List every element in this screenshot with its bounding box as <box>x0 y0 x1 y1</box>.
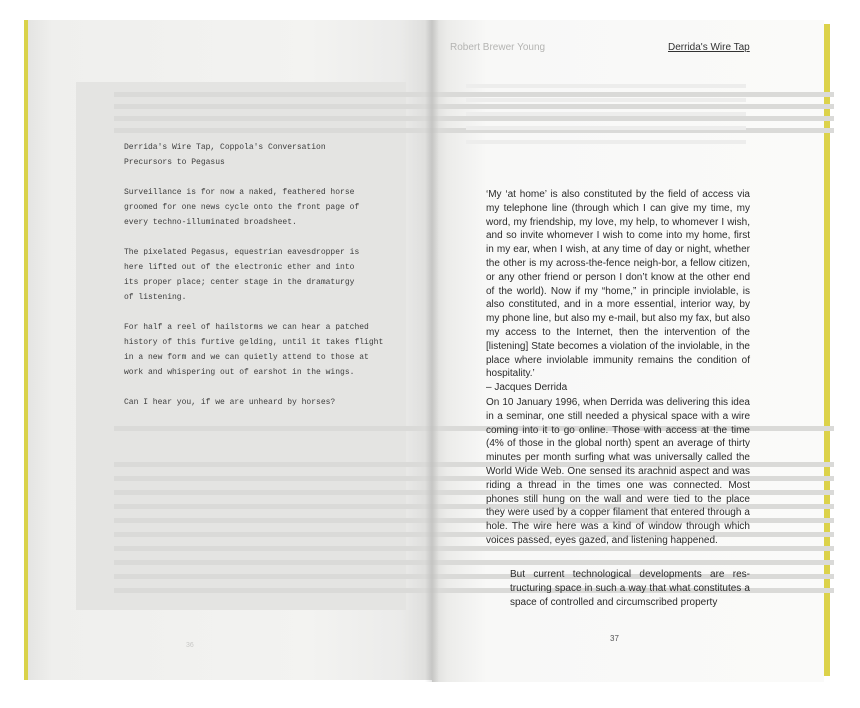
indented-paragraph: But current technological developments are res-tructuring space in such a way that what constitutes a space of controlled and circumscribed property <box>510 569 750 608</box>
ghost-line <box>114 104 834 109</box>
quote-text: ‘My ‘at home’ is also constituted by the field of access via my telephone line (through which I can give my time, my word, my friendship, my love, my help, to whomever I wish, and so invite whomever I wish to come into my home, first in my ear, when I wish, at any time of day or night, whether the other is my across-the-fence neigh-bor, a fellow citizen, or any other friend or person I don’t know at the other end of the world). Now if my “home,” in principle inviolable, is also constituted, and in a more essential, interior way, by my phone line, but also my e-mail, but also my fax, but also my access to the Internet, then the intervention of the [listening] State becomes a violation of the inviolable, in the place where inviolable immunity remains the condition of hospitality.’ <box>486 189 750 380</box>
typewritten-line: in a new form and we can quietly attend to those at <box>124 353 369 362</box>
ghost-line <box>466 140 746 144</box>
typewritten-line: work and whispering out of earshot in the wings. <box>124 368 355 377</box>
ghost-line <box>466 126 746 130</box>
ghost-line <box>114 116 834 121</box>
left-page-number: 36 <box>186 642 194 649</box>
running-header-title: Derrida's Wire Tap <box>668 42 750 53</box>
quote-attribution: – Jacques Derrida <box>486 382 568 394</box>
ghost-line <box>114 560 834 565</box>
right-page-number: 37 <box>610 634 619 643</box>
typewritten-line: of listening. <box>124 293 187 302</box>
book-gutter <box>425 20 439 682</box>
typewritten-line: The pixelated Pegasus, equestrian eavesdropper is <box>124 248 360 257</box>
typewritten-line: every techno-illuminated broadsheet. <box>124 218 297 227</box>
typewritten-line: For half a reel of hailstorms we can hear a patched <box>124 323 369 332</box>
ghost-line <box>466 84 746 88</box>
ghost-line <box>466 112 746 116</box>
typewritten-line: history of this furtive gelding, until it takes flight <box>124 338 384 347</box>
typewritten-line: its proper place; center stage in the dramaturgy <box>124 278 355 287</box>
typewritten-line: Derrida's Wire Tap, Coppola's Conversation <box>124 143 326 152</box>
running-header-author: Robert Brewer Young <box>450 42 546 53</box>
typewritten-text <box>124 140 383 410</box>
quote-block <box>486 188 750 395</box>
ghost-line <box>466 98 746 102</box>
typewritten-line: Surveillance is for now a naked, feathered horse <box>124 188 355 197</box>
typewritten-line: Precursors to Pegasus <box>124 158 225 167</box>
body-paragraph: On 10 January 1996, when Derrida was delivering this idea in a seminar, one still needed a physical space with a wire coming into it to go online. Those with access at the time (4% of those in the global north) spent an average of thirty minutes per month surfing what was universally called the World Wide Web. One sensed its arachnid aspect and was riding a thread in the times one was connected. Most phones still hung on the wall and were tied to the place they were used by a copper filament that entered through a hole. The wire here was a kind of window through which voices passed, eyes gazed, and listening happened. <box>486 397 750 546</box>
ghost-line <box>114 92 834 97</box>
typewritten-line: Can I hear you, if we are unheard by horses? <box>124 398 336 407</box>
typewritten-line: here lifted out of the electronic ether and into <box>124 263 355 272</box>
typewritten-line: groomed for one news cycle onto the front page of <box>124 203 360 212</box>
